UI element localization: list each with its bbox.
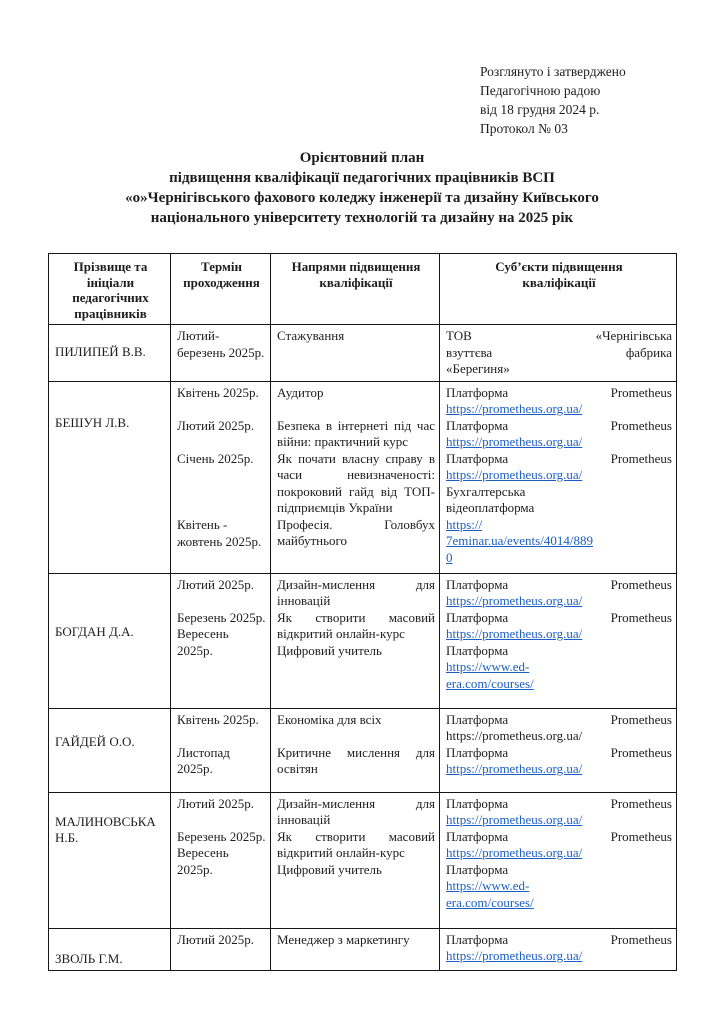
direction-entry: Стажування [277,328,345,343]
name-cell [49,928,171,971]
term-entry: Лютий-березень 2025р. [177,328,265,360]
table-row [49,928,677,971]
term-cell [171,792,271,928]
term-entry: Квітень 2025р. [177,711,259,727]
subject-entry [446,418,672,451]
subject-text-line: ТОВ «Чернігівська [446,328,672,343]
teacher-name: ПИЛИПЕЙ В.В. [55,344,146,359]
term-cell [171,708,271,792]
direction-entry: Менеджер з маркетингу [277,931,410,947]
plan-table [48,253,677,971]
direction-entry: Як створити масовий відкритий онлайн-курс [277,609,435,641]
platform-link[interactable]: https://www.ed-era.com/courses/ [446,878,534,910]
table-row [49,573,677,708]
platform-link[interactable]: https://www.ed-era.com/courses/ [446,659,534,691]
term-entry: Лютий 2025р. [177,417,254,433]
subject-entry [446,484,672,567]
subjects-cell [440,708,677,792]
subject-text-line: «Берегиня» [446,361,510,376]
term-entry: Лютий 2025р. [177,931,254,947]
teacher-name: БЕШУН Л.В. [55,414,130,430]
term-cell [171,928,271,971]
platform-link[interactable]: https://prometheus.org.ua/ [446,467,583,482]
subject-text-line: взуттєва фабрика [446,344,672,360]
direction-entry: Дизайн-мислення для інновацій [277,576,435,608]
header-row [49,254,677,325]
directions-cell [271,708,440,792]
platform-link[interactable]: https://prometheus.org.ua/ [446,812,583,827]
direction-entry: Професія. Головбух майбутнього [277,516,435,548]
table-row [49,708,677,792]
term-entry: Квітень - жовтень 2025р. [177,517,262,549]
platform-link[interactable]: https://prometheus.org.ua/ [446,593,583,608]
teacher-name: МАЛИНОВСЬКА Н.Б. [55,813,156,845]
platform-label: Платформа Prometheus [446,384,672,400]
term-entry: Січень 2025р. [177,450,254,466]
teacher-name: ЗВОЛЬ Г.М. [55,950,123,966]
directions-cell [271,325,440,382]
term-entry: Квітень 2025р. [177,384,259,400]
approval-line: від 18 грудня 2024 р. [480,102,600,117]
subject-entry [446,451,672,484]
subject-entry [446,745,672,778]
approval-block [480,62,724,138]
title-line: «о»Чернігівського фахового коледжу інженерії та дизайну Київського [125,190,599,206]
platform-label: Платформа [446,861,509,877]
term-cell [171,573,271,708]
table-row [49,381,677,573]
term-entry: Вересень 2025р. [177,845,229,877]
subjects-cell [440,573,677,708]
header-subjects: Суб’єкти підвищення кваліфікації [440,254,677,325]
direction-entry: Цифровий учитель [277,642,382,658]
subject-entry [446,796,672,829]
teacher-name: ГАЙДЕЙ О.О. [55,733,135,749]
platform-label: Платформа Prometheus [446,711,672,727]
subject-entry [446,643,672,693]
term-entry: Лютий 2025р. [177,795,254,811]
table-row [49,792,677,928]
term-entry: Березень 2025р. [177,609,266,625]
subjects-cell [440,928,677,971]
subject-entry [446,610,672,643]
name-cell [49,573,171,708]
header-term: Термін проходження [171,254,271,325]
term-cell [171,325,271,382]
direction-entry: Як створити масовий відкритий онлайн-курс [277,828,435,860]
direction-entry: Аудитор [277,384,324,400]
approval-line: Педагогічною радою [480,83,601,98]
direction-entry: Економіка для всіх [277,711,382,727]
directions-cell [271,792,440,928]
header-directions: Напрями підвищення кваліфікації [271,254,440,325]
direction-entry: Як почати власну справу в часи невизначеності: покроковий гайд від ТОП-підприємців України [277,450,435,515]
platform-label: Платформа Prometheus [446,744,672,760]
doc-title [0,148,724,228]
term-entry: Березень 2025р. [177,828,266,844]
title-line: підвищення кваліфікації педагогічних працівників ВСП [169,170,555,186]
term-entry: Листопад 2025р. [177,744,230,776]
platform-label: Платформа Prometheus [446,609,672,625]
platform-label: Платформа Prometheus [446,828,672,844]
platform-label: Платформа Prometheus [446,795,672,811]
platform-link[interactable]: https://prometheus.org.ua/ [446,626,583,641]
subject-entry [446,328,672,378]
platform-link[interactable]: https:// 7eminar.ua/events/4014/8890 [446,516,593,565]
platform-label: Платформа Prometheus [446,450,672,466]
platform-label: Бухгалтерська відеоплатформа [446,483,535,515]
directions-cell [271,381,440,573]
platform-label: Платформа Prometheus [446,576,672,592]
table-row [49,325,677,382]
platform-link[interactable]: https://prometheus.org.ua/ [446,948,583,963]
name-cell [49,708,171,792]
directions-cell [271,928,440,971]
subject-entry [446,385,672,418]
subject-entry [446,577,672,610]
subjects-cell [440,325,677,382]
term-entry: Вересень 2025р. [177,626,229,658]
subject-entry [446,862,672,912]
header-name: Прізвище та ініціали педагогічних працівників [49,254,171,325]
name-cell [49,792,171,928]
platform-link[interactable]: https://prometheus.org.ua/ [446,401,583,416]
title-line: Орієнтовний план [299,150,425,166]
term-entry: Лютий 2025р. [177,576,254,592]
platform-label: Платформа Prometheus [446,931,672,947]
platform-label: Платформа Prometheus [446,417,672,433]
approval-line: Протокол № 03 [480,121,568,136]
term-cell [171,381,271,573]
direction-entry: Безпека в інтернеті під час війни: практичний курс [277,417,435,449]
platform-url-plain: https://prometheus.org.ua/ [446,728,583,743]
subject-entry [446,829,672,862]
direction-entry: Цифровий учитель [277,861,382,877]
subjects-cell [440,792,677,928]
subject-entry [446,932,672,965]
platform-link[interactable]: https://prometheus.org.ua/ [446,434,583,449]
direction-entry: Критичне мислення для освітян [277,744,435,776]
subjects-cell [440,381,677,573]
directions-cell [271,573,440,708]
teacher-name: БОГДАН Д.А. [55,623,134,639]
name-cell [49,381,171,573]
title-line: національного університету технологій та дизайну на 2025 рік [150,210,574,226]
platform-link[interactable]: https://prometheus.org.ua/ [446,761,583,776]
direction-entry: Дизайн-мислення для інновацій [277,795,435,827]
subject-entry [446,712,672,745]
name-cell [49,325,171,382]
platform-link[interactable]: https://prometheus.org.ua/ [446,845,583,860]
platform-label: Платформа [446,642,509,658]
approval-line: Розглянуто і затверджено [480,64,626,79]
